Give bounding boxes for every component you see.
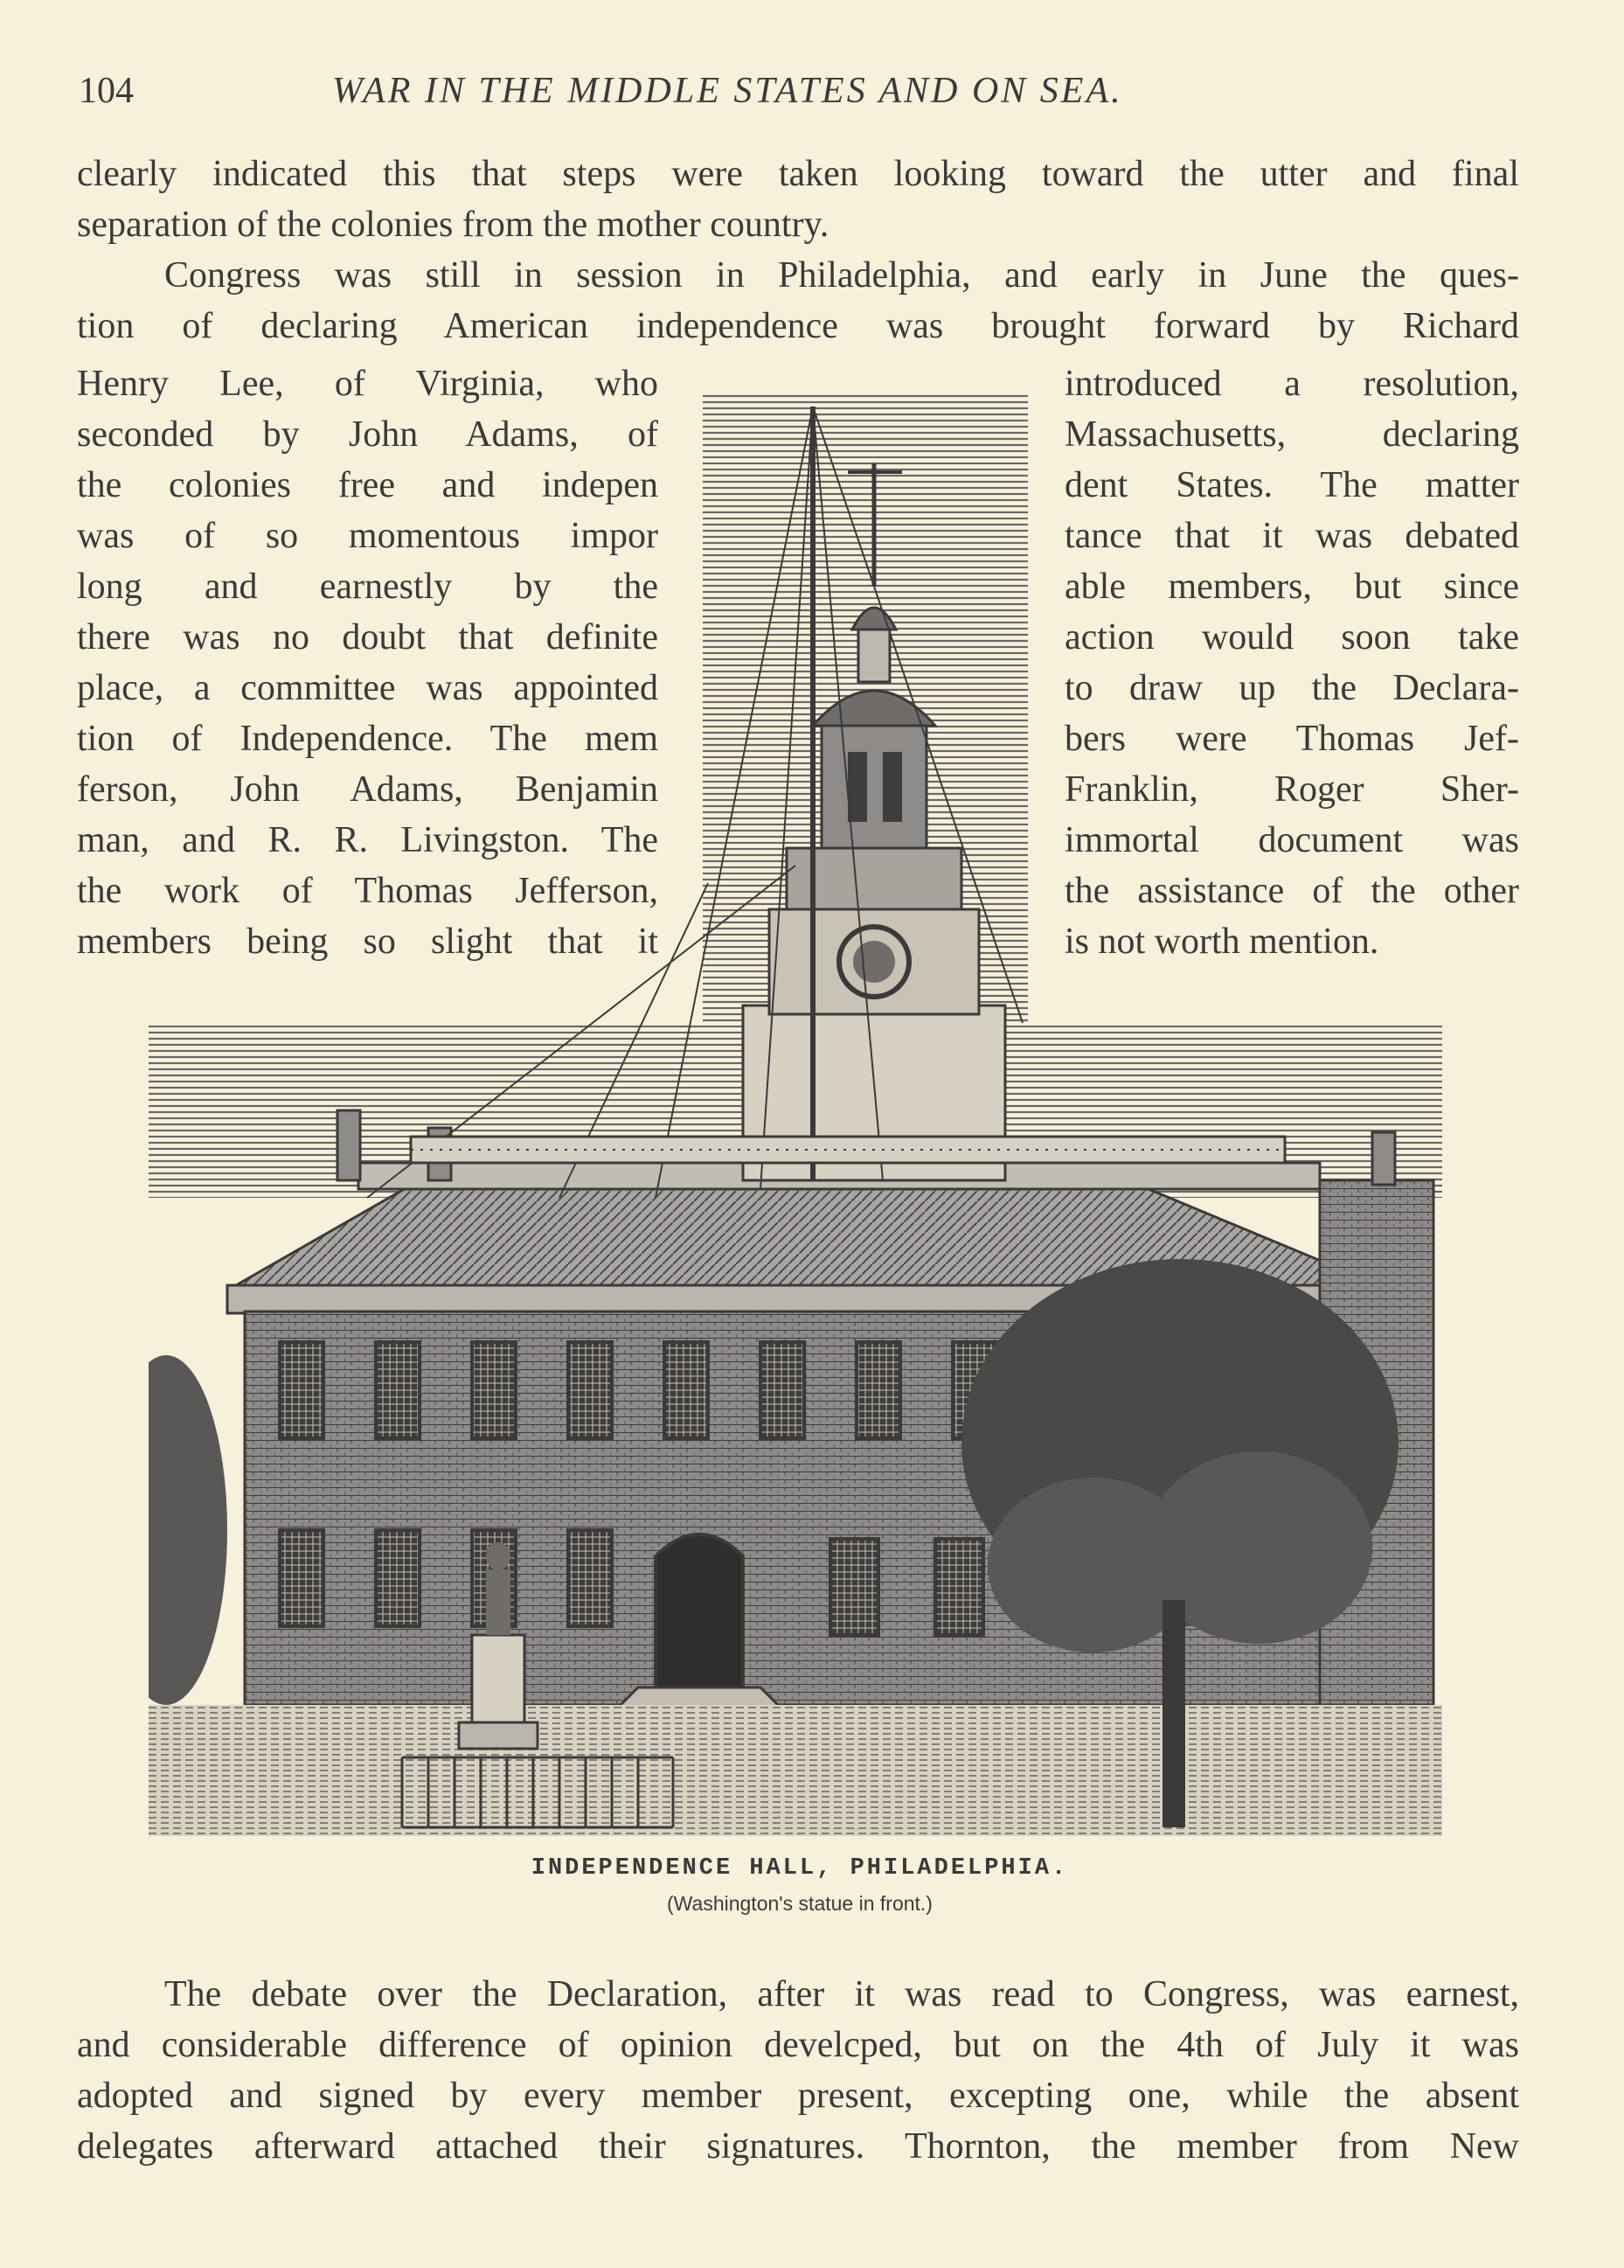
text-line: long and earnestly by the (77, 567, 658, 607)
text-line: Massachusetts, declaring (1065, 414, 1519, 455)
text-line: able members, but since (1065, 567, 1519, 607)
text-line: Congress was still in session in Philadelphia, and early in June the ques- (164, 255, 1519, 296)
independence-hall-engraving (149, 393, 1442, 1845)
text-line: introduced a resolution, (1065, 364, 1519, 404)
text-line: and considerable difference of opinion develcped, but on the 4th of July it was (77, 2025, 1519, 2065)
text-line: tance that it was debated (1065, 516, 1519, 556)
text-line: tion of Independence. The mem (77, 719, 658, 759)
roof-balustrade (411, 1137, 1285, 1163)
text-line: action would soon take (1065, 617, 1519, 657)
text-line: Henry Lee, of Virginia, who (77, 364, 658, 404)
text-line: adopted and signed by every member present, excepting one, while the absent (77, 2076, 1519, 2116)
text-line: seconded by John Adams, of (77, 414, 658, 455)
text-line: clearly indicated this that steps were taken looking toward the utter and final (77, 154, 1519, 194)
text-line: the work of Thomas Jefferson, (77, 871, 658, 911)
text-line: delegates afterward attached their signatures. Thornton, the member from New (77, 2126, 1519, 2167)
running-title: WAR IN THE MIDDLE STATES AND ON SEA. (332, 71, 1123, 111)
text-line: was of so momentous impor (77, 516, 658, 556)
text-line: dent States. The matter (1065, 465, 1519, 505)
text-line: the colonies free and indepen (77, 465, 658, 505)
text-line: man, and R. R. Livingston. The (77, 820, 658, 860)
text-line: ferson, John Adams, Benjamin (77, 769, 658, 810)
closing-paragraph (77, 1969, 1519, 2172)
text-line: the assistance of the other (1065, 871, 1519, 911)
text-line: bers were Thomas Jef- (1065, 719, 1519, 759)
ground-plaza (149, 1705, 1442, 1836)
page-number: 104 (79, 71, 134, 111)
figure-caption (157, 1855, 1442, 1916)
text-line: tion of declaring American independence was brought forward by Richard (77, 306, 1519, 346)
page-header (79, 70, 1521, 122)
text-line: The debate over the Declaration, after it was read to Congress, was earnest, (164, 1974, 1519, 2014)
text-line: place, a committee was appointed (77, 668, 658, 708)
caption-subtitle: (Washington's statue in front.) (667, 1892, 933, 1915)
tree-left (149, 1355, 227, 1705)
text-line: members being so slight that it (77, 922, 658, 962)
text-line: Franklin, Roger Sher- (1065, 769, 1519, 810)
text-line: to draw up the Declara- (1065, 668, 1519, 708)
opening-paragraph (77, 149, 1519, 351)
text-line: immortal document was (1065, 820, 1519, 860)
caption-title: INDEPENDENCE HALL, PHILADELPHIA. (531, 1855, 1069, 1882)
text-line: separation of the colonies from the mother country. (77, 205, 829, 245)
text-line: there was no doubt that definite (77, 617, 658, 657)
text-line: is not worth mention. (1065, 922, 1379, 962)
